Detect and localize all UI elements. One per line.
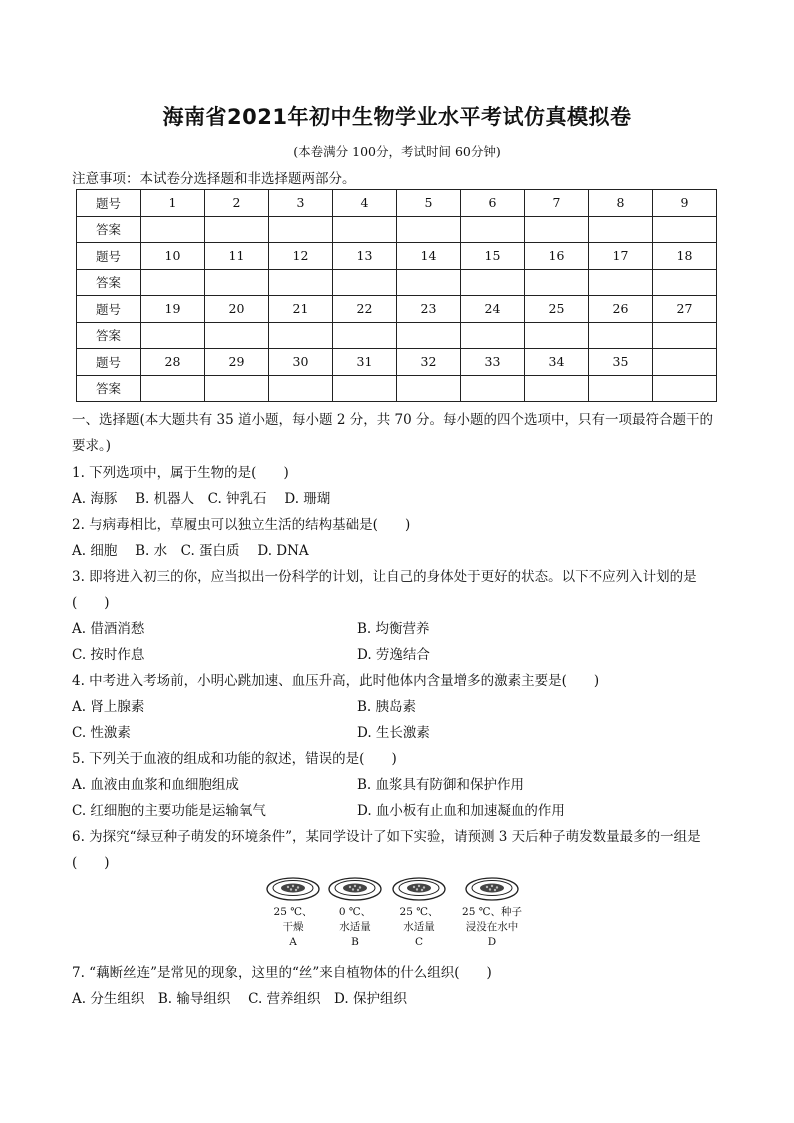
petri-dish-icon [327,875,383,903]
question-4-stem: 4. 中考进入考场前，小明心跳加速、血压升高，此时他体内含量增多的激素主要是( ) [72,673,600,689]
number-cell: 2 [205,190,269,217]
question-4-option-d: D. 生长激素 [357,725,430,741]
dish-c-condition: 25 ℃、 [399,906,439,918]
question-2-options: A. 细胞 B. 水 C. 蛋白质 D. DNA [72,543,309,559]
number-cell: 16 [525,243,589,270]
question-7-stem: 7. “藕断丝连”是常见的现象，这里的“丝”来自植物体的什么组织( ) [72,965,492,981]
dish-b-condition-2: 水适量 [339,921,371,933]
number-cell: 17 [589,243,653,270]
question-5-option-a: A. 血液由血浆和血细胞组成 [72,777,239,793]
question-3-option-a: A. 借酒消愁 [72,621,145,637]
number-cell: 5 [397,190,461,217]
dish-c-letter: C [414,936,424,948]
dish-c-condition-2: 水适量 [403,921,435,933]
number-row [77,296,717,323]
section-heading-line1: 一、选择题(本大题共有 35 道小题，每小题 2 分，共 70 分。每小题的四个选项中，只有一项最符合题干的 [72,412,713,428]
question-5-stem: 5. 下列关于血液的组成和功能的叙述，错误的是( ) [72,751,397,767]
question-5-option-d: D. 血小板有止血和加速凝血的作用 [357,803,565,819]
dish-a-condition-2: 干燥 [282,921,304,933]
number-cell: 29 [205,349,269,376]
answer-cell[interactable] [589,375,653,402]
number-cell: 24 [461,296,525,323]
number-cell: 22 [333,296,397,323]
exam-title: 海南省2021年初中生物学业水平考试仿真模拟卷 [162,105,632,129]
answer-cell[interactable] [269,375,333,402]
answer-cell[interactable] [461,216,525,243]
answer-cell[interactable] [205,269,269,296]
answer-cell[interactable] [589,269,653,296]
answer-cell[interactable] [525,216,589,243]
answer-cell[interactable] [653,216,717,243]
question-7-options: A. 分生组织 B. 输导组织 C. 营养组织 D. 保护组织 [72,991,407,1007]
answer-cell[interactable] [653,375,717,402]
number-cell: 32 [397,349,461,376]
number-cell: 3 [269,190,333,217]
number-cell: 18 [653,243,717,270]
petri-dish-figure [262,875,532,955]
answer-cell[interactable] [333,375,397,402]
answer-cell[interactable] [525,269,589,296]
number-cell: 35 [589,349,653,376]
number-label: 题号 [77,296,141,323]
number-label: 题号 [77,190,141,217]
answer-row [77,216,717,243]
answer-cell[interactable] [333,269,397,296]
dish-b-letter: B [351,936,359,948]
answer-row [77,269,717,296]
question-6-stem-cont: ( ) [72,855,110,871]
number-label: 题号 [77,349,141,376]
petri-dish-icon [464,875,520,903]
answer-cell[interactable] [269,269,333,296]
answer-row [77,322,717,349]
answer-row [77,375,717,402]
dish-d-condition-2: 浸没在水中 [465,921,519,933]
number-cell: 21 [269,296,333,323]
question-3-option-d: D. 劳逸结合 [357,647,430,663]
dish-d-condition: 25 ℃、种子 [462,906,522,918]
answer-cell[interactable] [397,322,461,349]
number-cell: 8 [589,190,653,217]
question-1-options: A. 海豚 B. 机器人 C. 钟乳石 D. 珊瑚 [72,491,331,507]
petri-dish-icon [391,875,447,903]
number-cell: 33 [461,349,525,376]
number-cell: 4 [333,190,397,217]
question-6-stem: 6. 为探究“绿豆种子萌发的环境条件”，某同学设计了如下实验，请预测 3 天后种子萌发数量最多的一组是 [72,829,701,845]
answer-cell[interactable] [461,269,525,296]
answer-cell[interactable] [461,375,525,402]
question-3-option-b: B. 均衡营养 [357,621,430,637]
answer-cell[interactable] [205,216,269,243]
answer-label: 答案 [77,322,141,349]
number-cell: 13 [333,243,397,270]
answer-cell[interactable] [397,216,461,243]
number-cell: 34 [525,349,589,376]
question-1-stem: 1. 下列选项中，属于生物的是( ) [72,465,289,481]
petri-dish-c [388,875,450,948]
number-cell [653,349,717,376]
exam-subtitle: (本卷满分 100分，考试时间 60分钟) [293,144,501,159]
number-cell: 23 [397,296,461,323]
question-5-option-b: B. 血浆具有防御和保护作用 [357,777,525,793]
dish-a-condition: 25 ℃、 [273,906,313,918]
answer-cell[interactable] [141,216,205,243]
answer-cell[interactable] [589,322,653,349]
number-cell: 28 [141,349,205,376]
answer-cell[interactable] [333,322,397,349]
number-cell: 7 [525,190,589,217]
answer-cell[interactable] [397,375,461,402]
number-row [77,190,717,217]
answer-cell[interactable] [333,216,397,243]
number-cell: 19 [141,296,205,323]
dish-b-condition: 0 ℃、 [338,906,372,918]
answer-cell[interactable] [205,375,269,402]
number-cell: 26 [589,296,653,323]
question-4-option-c: C. 性激素 [72,725,131,741]
answer-cell[interactable] [653,269,717,296]
number-cell: 25 [525,296,589,323]
answer-cell[interactable] [589,216,653,243]
number-cell: 15 [461,243,525,270]
number-cell: 9 [653,190,717,217]
petri-dish-a [262,875,324,948]
question-5-option-c: C. 红细胞的主要功能是运输氧气 [72,803,266,819]
number-cell: 31 [333,349,397,376]
answer-cell[interactable] [653,322,717,349]
question-4-option-a: A. 肾上腺素 [72,699,145,715]
answer-cell[interactable] [397,269,461,296]
answer-label: 答案 [77,216,141,243]
answer-cell[interactable] [269,216,333,243]
number-row [77,243,717,270]
question-2-stem: 2. 与病毒相比，草履虫可以独立生活的结构基础是( ) [72,517,411,533]
number-row [77,349,717,376]
petri-dish-d [458,875,526,948]
number-cell: 27 [653,296,717,323]
answer-cell[interactable] [525,375,589,402]
petri-dish-b [324,875,386,948]
number-cell: 1 [141,190,205,217]
question-3-stem-cont: ( ) [72,595,110,611]
answer-cell[interactable] [141,322,205,349]
answer-label: 答案 [77,269,141,296]
answer-cell[interactable] [141,375,205,402]
section-heading-line2: 要求。) [72,438,112,454]
notice-text: 注意事项：本试卷分选择题和非选择题两部分。 [72,171,356,187]
question-4-option-b: B. 胰岛素 [357,699,417,715]
number-cell: 30 [269,349,333,376]
answer-label: 答案 [77,375,141,402]
question-3-stem: 3. 即将进入初三的你，应当拟出一份科学的计划，让自己的身体处于更好的状态。以下不应列入计划的是 [72,569,697,585]
petri-dish-icon [265,875,321,903]
answer-cell[interactable] [269,322,333,349]
answer-cell[interactable] [525,322,589,349]
answer-cell[interactable] [461,322,525,349]
answer-cell[interactable] [205,322,269,349]
question-3-option-c: C. 按时作息 [72,647,145,663]
number-cell: 14 [397,243,461,270]
dish-d-letter: D [487,936,497,948]
number-cell: 6 [461,190,525,217]
number-label: 题号 [77,243,141,270]
number-cell: 12 [269,243,333,270]
number-cell: 20 [205,296,269,323]
number-cell: 10 [141,243,205,270]
number-cell: 11 [205,243,269,270]
answer-cell[interactable] [141,269,205,296]
answer-table [76,189,717,402]
dish-a-letter: A [289,936,297,948]
